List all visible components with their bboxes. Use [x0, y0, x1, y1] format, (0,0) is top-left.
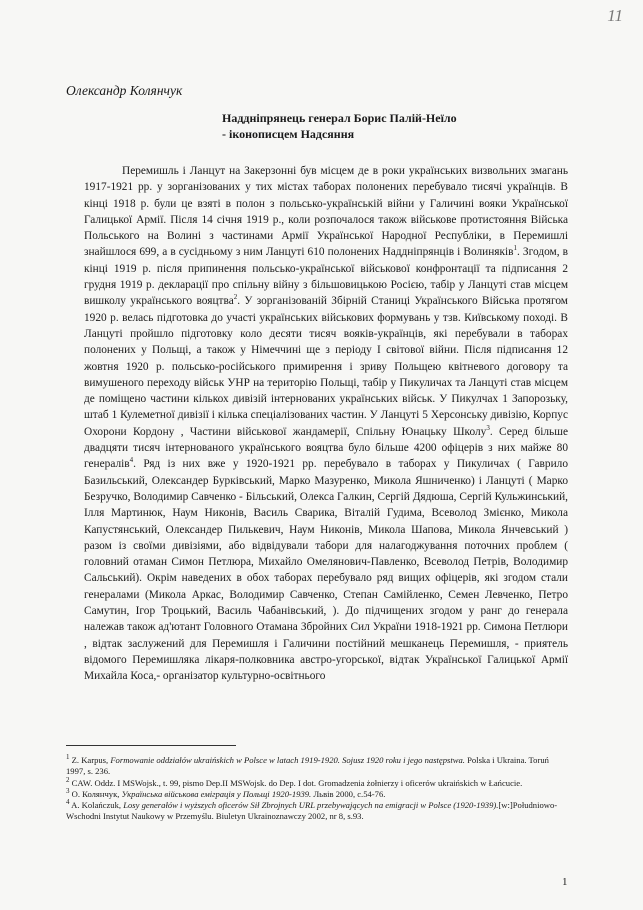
- footnote-1: $^1$ Z. Karpus, Formowanie oddziałów ukraińskich w Polsce w latach 1919-1920. Sojusz 1920 roku i jego następstwa. Polska i Ukraina. Toruń 1997, s. 236.: [66, 753, 549, 777]
- footnote-ref[interactable]: 2: [233, 293, 238, 302]
- article-body: [84, 163, 568, 685]
- page-number: 1: [562, 876, 568, 888]
- body-text: . Згодом, в кінці 1919 р. після припинення польсько-української військової конфронтації та підписання 2 грудня 1919 р. декларації про спільну війну з більшовицькою Росією, табір у Ланцуті став місцем вишколу українського вояцтва: [84, 246, 568, 308]
- handwritten-page-mark: 11: [607, 6, 623, 25]
- article-title: [222, 110, 457, 142]
- footnote-4: $^4$ A. Kolańczuk, Losy generałów i wyższych oficerów Sił Zbrojnych URL przebywających na emigracji w Polsce (1920-1939).[w:]Południowo-Wschodni Instytut Naukowy w Przemyślu. Biuletyn Ukrainoznawczy 2002, nr 8, s.93.: [66, 798, 558, 822]
- body-paragraph: [84, 163, 568, 685]
- body-text: . У зорганізованій Збірній Станиці Українського Війська протягом 1920 р. велась підготовка до участі українських військових формувань у тзв. Київському поході. В Ланцуті пройшло підготовку коло десяти тисяч вояків-українців, які перебували в таборах полонених у Польщі, а також у Німеччині ще з періоду І світової війни. Після підписання 12 жовтня 1920 р. польсько-російського примирення і зриву Польщею квітневого договору та вимушеного переходу військ УНР на територію Польщі, табір у Пикуличах та Ланцуті став місцем де поміщено частини кількох дивізій інтернованих українських військ. У Пикулчах 1 Запорозьку, штаб 1 Кулеметної дивізії і кілька спеціалізованих частин. У Ланцуті 5 Херсонську дивізію, Корпус Охорони Кордону , Частини військової жандамерії, Спільну Юнацьку Школу: [84, 295, 568, 438]
- footnote-ref[interactable]: 1: [513, 244, 518, 253]
- body-text: . Ряд із них вже у 1920-1921 рр. перебувало в таборах у Пикуличах ( Гаврило Базильський, Олександер Бурківський, Марко Мазуренко, Микола Яшниченко) і Ланцуті ( Марко Безручко, Володимир Савченко - Більський, Олекса Галкин, Сергій Дядюша, Сергій Кульжинський, Ілля Мартинюк, Наум Никонів, Василь Сварика, Віталій Гудима, Всеволод Змієнко, Микола Капустянський, Олександер Пилькевич, Наум Никонів, Микола Шапова, Микола Янчевський ) разом із своїми дивізіями, або відвідували табори для налагоджування поточних проблем ( головний отаман Симон Петлюра, Михайло Омелянович-Павленко, Всеволод Петрів, Володимир Сальський). Окрім наведених в обох таборах перебувало ряд вищих офіцерів, які згодом стали генералами (Микола Аркас, Володимир Савченко, Степан Самійленко, Семен Левченко, Петро Самутин, Ігор Троцький, Василь Чабанівський, ). До підчищених згодом у ранг до генерала належав також ад'ютант Головного Отамана Збройних Сил України 1918-1921 рр. Симона Петлюри , відтак заслужений для Перемишля і Галичини постійний мешканець Перемишля, - приятель відомого Перемишляка лікаря-полковника австро-угорської, відтак Української Галицької Армії Михайла Коса,- організатор культурно-освітнього: [84, 458, 568, 683]
- title-line-2: - іконописцем Надсяння: [222, 127, 355, 141]
- footnote-separator: [66, 745, 236, 746]
- footnotes: [66, 755, 566, 823]
- author-name: Олександр Колянчук: [66, 83, 183, 98]
- body-text: . Серед більше двадцяти тисяч інтернованого українського вояцтва було більше 4200 офіцерів з них майже 80 генералів: [84, 425, 568, 471]
- footnote-2: $^2$ CAW. Oddz. I MSWojsk., t. 99, pismo Dep.II MSWojsk. do Dep. I dot. Gromadzenia żołnierzy i oficerów ukraińskich w Łańcucie.: [66, 775, 523, 788]
- body-text: Перемишль і Ланцут на Закерзонні був місцем де в роки українських визвольних змагань 1917-1921 рр. у зорганізованих у тих містах таборах полонених перебувало тисячі українців. В кінці 1918 р. були це взяті в полон з польсько-українській війни у Галичині вояки Української Галицької Армії. Після 14 січня 1919 р., коли розпочалося також військове протистояння Війська Польського на Волині з частинами Армії Української Народної Республіки, в Перемишлі знайшлося 699, а в сусідньому з ним Ланцуті 610 полонених Наддніпрянців і Волиняків: [84, 165, 568, 259]
- footnote-ref[interactable]: 3: [486, 423, 490, 432]
- footnote-ref[interactable]: 4: [129, 456, 134, 465]
- footnote-3: $^3$ О. Колянчук, Українська військова еміграція у Польщі 1920-1939. Львів 2000, с.54-76.: [66, 787, 386, 799]
- title-line-1: Наддніпрянець генерал Борис Палій-Неїло: [222, 111, 457, 125]
